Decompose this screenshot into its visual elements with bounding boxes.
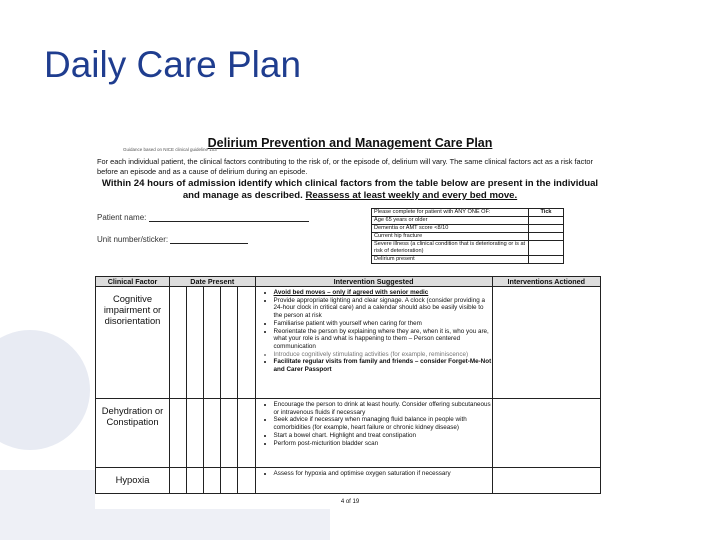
checklist-item: Dementia or AMT score <8/10 [372,225,529,233]
header-actioned: Interventions Actioned [492,277,600,287]
date-cell[interactable] [204,468,221,494]
header-clinical-factor: Clinical Factor [96,277,170,287]
intervention-item: • Encourage the person to drink at least hourly. Consider offering subcutaneous or intravenous fluids if necessary [274,401,492,416]
care-plan-table [95,276,601,494]
date-cell[interactable] [187,287,204,399]
date-cell[interactable] [187,399,204,468]
intervention-item: • Seek advice if necessary when managing fluid balance in people with comorbidities (for example, heart failure or chronic kidney disease) [274,416,492,431]
checklist-item: Current hip fracture [372,233,529,241]
date-cell[interactable] [170,287,187,399]
document-title: Delirium Prevention and Management Care Plan [207,136,493,150]
date-cell[interactable] [187,468,204,494]
intro-text: For each individual patient, the clinical factors contributing to the risk of, or the episode of, delirium will vary. The same clinical factors act as a risk factor before an episode and as a cause of delirium during an episode. [97,157,593,176]
header-date-present: Date Present [170,277,256,287]
intervention-item: • Assess for hypoxia and optimise oxygen saturation if necessary [274,470,492,478]
intervention-item: • Reorientate the person by explaining where they are, when it is, who you are, what your role is and what is happening to them – Person centered communication [274,328,492,351]
intervention-item: • Perform post-micturition bladder scan [274,440,492,448]
guidance-note: Guidance based on NICE clinical guideline 103 [123,147,217,152]
actioned-cell[interactable] [492,468,600,494]
reassess-text: Reassess at least weekly and every bed move. [305,190,518,201]
clinical-factor: Hypoxia [96,468,170,494]
actioned-cell[interactable] [492,399,600,468]
tick-header: Tick [529,209,564,217]
interventions [255,399,492,468]
care-plan-document [95,133,605,509]
tick-cell[interactable] [529,241,564,256]
clinical-factor: Cognitive impairment or disorientation [96,287,170,399]
checklist-item: Age 65 years or older [372,217,529,225]
watermark-logo [0,330,90,450]
tick-cell[interactable] [529,233,564,241]
unit-number-label: Unit number/sticker: [97,235,169,244]
patient-name-field[interactable] [97,213,309,222]
slide-title: Daily Care Plan [44,44,302,85]
intervention-item: • Facilitate regular visits from family and friends – consider Forget-Me-Not and Carer Passport [274,358,492,373]
intervention-item: • Provide appropriate lighting and clear signage. A clock (consider providing a 24-hour clock in critical care) and a calendar should also be easily visible to the person at risk [274,297,492,320]
instruction-text: Within 24 hours of admission identify which clinical factors from the table below are present in the individual and manage as described. [101,178,599,201]
date-cell[interactable] [238,468,255,494]
date-cell[interactable] [204,287,221,399]
tick-cell[interactable] [529,217,564,225]
patient-name-label: Patient name: [97,213,147,222]
tick-cell[interactable] [529,225,564,233]
checklist-item: Delirium present [372,256,529,264]
instruction [95,178,605,202]
date-cell[interactable] [238,399,255,468]
clinical-factor: Dehydration or Constipation [96,399,170,468]
risk-checklist [371,208,564,264]
checklist-item: Severe illness (a clinical condition that is deteriorating or is at risk of deterioration) [372,241,529,256]
date-cell[interactable] [221,399,238,468]
intervention-item: • Introduce cognitively stimulating activities (for example, reminiscence) [274,351,492,359]
date-cell[interactable] [170,399,187,468]
page-number: 4 of 19 [340,499,360,505]
header-intervention: Intervention Suggested [255,277,492,287]
checklist-header: Please complete for patient with ANY ONE OF: [372,209,529,217]
date-cell[interactable] [221,468,238,494]
date-cell[interactable] [204,399,221,468]
tick-cell[interactable] [529,256,564,264]
actioned-cell[interactable] [492,287,600,399]
intervention-item: • Familiarise patient with yourself when caring for them [274,320,492,328]
unit-number-field[interactable] [97,235,248,244]
intervention-item: Avoid bed moves – only if agreed with senior medic [273,289,429,296]
intervention-item: • Start a bowel chart. Highlight and treat constipation [274,432,492,440]
date-cell[interactable] [238,287,255,399]
interventions [255,287,492,399]
date-cell[interactable] [221,287,238,399]
interventions [255,468,492,494]
date-cell[interactable] [170,468,187,494]
